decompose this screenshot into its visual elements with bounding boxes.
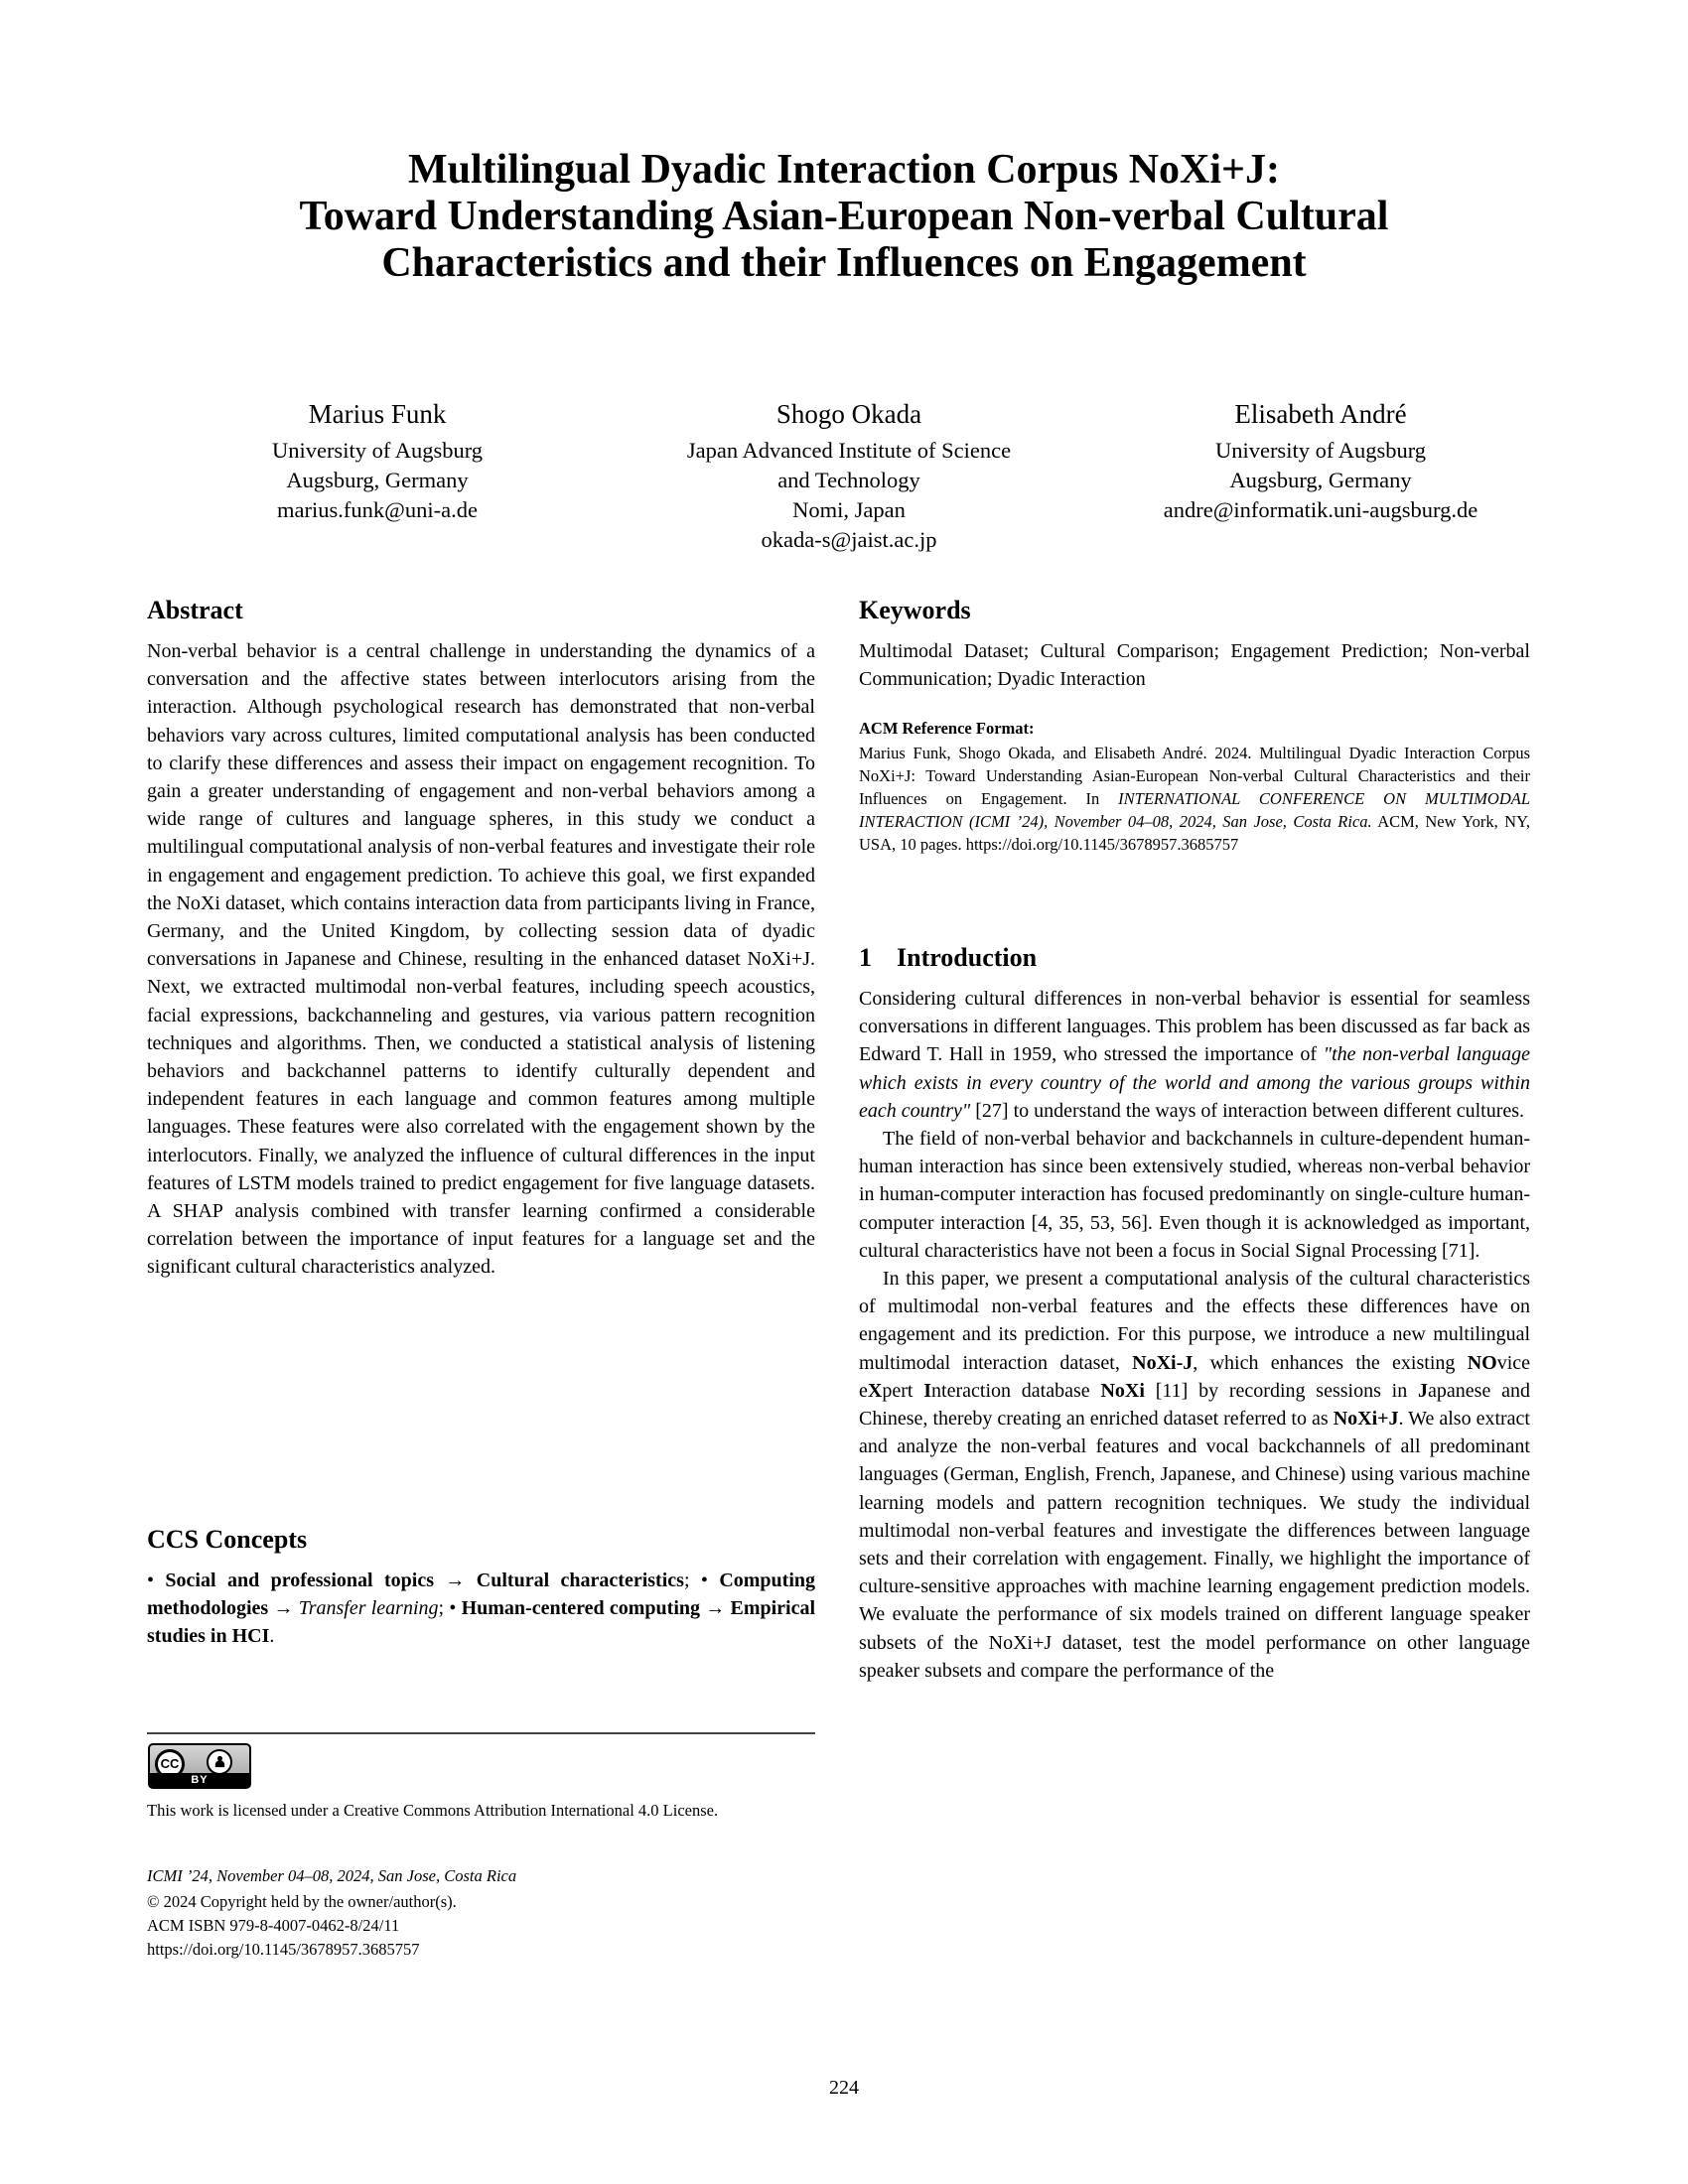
keywords-section — [859, 596, 1530, 693]
author-location: Augsburg, Germany — [286, 468, 469, 492]
footnote-divider — [147, 1732, 815, 1734]
acm-reference-section — [859, 717, 1530, 856]
license-text: This work is licensed under a Creative Commons Attribution International 4.0 License. — [147, 1801, 719, 1820]
author-location: Augsburg, Germany — [1229, 468, 1412, 492]
isbn-line: ACM ISBN 979-8-4007-0462-8/24/11 — [147, 1916, 400, 1935]
author-name: Shogo Okada — [775, 399, 922, 429]
author-email: okada-s@jaist.ac.jp — [761, 527, 937, 552]
abstract-section — [147, 596, 815, 1282]
intro-paragraph-2: The field of non-verbal behavior and backchannels in culture-dependent human-human interaction has since been extensively studied, whereas non-verbal behavior in human-computer interaction has focused predominantly on single-culture human-computer interaction [4, 35, 53, 56]. Even though it is acknowledged as important, cultural characteristics have not been a focus in Social Signal Processing [71]. — [859, 1128, 1530, 1262]
page-number: 224 — [829, 2077, 859, 2099]
author-email: andre@informatik.uni-augsburg.de — [1163, 497, 1478, 522]
introduction-section — [859, 943, 1530, 1685]
author-name: Marius Funk — [308, 399, 447, 429]
abstract-heading: Abstract — [147, 596, 243, 624]
abstract-text: Non-verbal behavior is a central challenge in understanding the dynamics of a conversation and the affective states between interlocutors arising from the interaction. Although psychological research has demonstrated that non-verbal behaviors vary across cultures, limited computational analysis has been conducted to clarify these differences and assess their impact on engagement recognition. To gain a greater understanding of engagement and non-verbal behaviors among a wide range of cultures and language spheres, in this study we conduct a multilingual computational analysis of non-verbal features and investigate their role in engagement and engagement prediction. To achieve this goal, we first expanded the NoXi dataset, which contains interaction data from participants living in France, Germany, and the United Kingdom, by collecting session data of dyadic conversations in Japanese and Chinese, resulting in the enhanced dataset NoXi+J. Next, we extracted multimodal non-verbal features, including speech acoustics, facial expressions, backchanneling and gestures, via various pattern recognition techniques and algorithms. Then, we conducted a statistical analysis of listening behaviors and backchannel patterns to identify culturally dependent and independent features in each language and common features among multiple languages. These features were also correlated with the engagement shown by the interlocutors. Finally, we analyzed the influence of cultural differences in the input features of LSTM models trained to predict engagement for five language datasets. A SHAP analysis combined with transfer learning confirmed a considerable correlation between the importance of input features for a language set and the significant cultural characteristics analyzed. — [147, 640, 815, 1279]
acm-reference-text: Marius Funk, Shogo Okada, and Elisabeth André. 2024. Multilingual Dyadic Interaction Corpus NoXi+J: Toward Understanding Asian-European Non-verbal Cultural Characteristics and their Influences on Engagement. In INTERNATIONAL CONFERENCE ON MULTIMODAL INTERACTION (ICMI ’24), November 04–08, 2024, San Jose, Costa Rica. ACM, New York, NY, USA, 10 pages. https://doi.org/10.1145/3678957.3685757 — [859, 744, 1530, 854]
introduction-heading — [859, 943, 1530, 973]
keywords-heading: Keywords — [859, 596, 971, 624]
ccs-heading: CCS Concepts — [147, 1525, 308, 1554]
ccs-text: • Social and professional topics → Cultural characteristics; • Computing methodologies → Transfer learning; • Human-centered computing → Empirical studies in HCI. — [147, 1570, 816, 1648]
keywords-text: Multimodal Dataset; Cultural Comparison; Engagement Prediction; Non-verbal Communication; Dyadic Interaction — [859, 640, 1530, 691]
acm-reference-heading: ACM Reference Format: — [859, 719, 1035, 738]
cc-icon: CC — [155, 1749, 185, 1779]
paper-title-line2: Toward Understanding Asian-European Non-verbal Cultural Characteristics and their Influences on Engagement — [299, 194, 1389, 286]
cc-by-label: BY — [150, 1773, 249, 1787]
author-block — [154, 397, 601, 525]
conference-line: ICMI ’24, November 04–08, 2024, San Jose, Costa Rica — [147, 1866, 517, 1885]
author-affiliation: Japan Advanced Institute of Science — [686, 438, 1012, 463]
ccs-section — [147, 1525, 815, 1651]
intro-paragraph-1: Considering cultural differences in non-verbal behavior is essential for seamless conversations in different languages. This problem has been discussed as far back as Edward T. Hall in 1959, who stressed the importance of "the non-verbal language which exists in every country of the world and among the various groups within each country" [27] to understand the ways of interaction between different cultures. — [859, 988, 1530, 1122]
cc-by-badge[interactable] — [148, 1743, 251, 1789]
cc-badge-top — [150, 1745, 249, 1776]
section-number: 1 — [859, 943, 872, 972]
person-icon — [207, 1749, 232, 1775]
author-location: Nomi, Japan — [792, 497, 906, 522]
author-name: Elisabeth André — [1234, 399, 1407, 429]
author-email: marius.funk@uni-a.de — [277, 497, 478, 522]
copyright-line: © 2024 Copyright held by the owner/author(s). — [147, 1892, 457, 1911]
doi-link[interactable]: https://doi.org/10.1145/3678957.3685757 — [147, 1940, 420, 1959]
author-affiliation: University of Augsburg — [1214, 438, 1427, 463]
paper-title-line1: Multilingual Dyadic Interaction Corpus NoXi+J: — [408, 147, 1280, 193]
section-title: Introduction — [897, 943, 1038, 972]
author-affiliation: University of Augsburg — [271, 438, 484, 463]
author-block — [611, 397, 1087, 555]
paper-title — [169, 147, 1519, 287]
author-affiliation: and Technology — [777, 468, 920, 492]
intro-paragraph-3: In this paper, we present a computational analysis of the cultural characteristics of multimodal non-verbal features and the effects these differences have on engagement and its prediction. For this purpose, we introduce a new multilingual multimodal interaction dataset, NoXi-J, which enhances the existing NOvice eXpert Interaction database NoXi [11] by recording sessions in Japanese and Chinese, thereby creating an enriched dataset referred to as NoXi+J. We also extract and analyze the non-verbal features and vocal backchannels of all predominant languages (German, English, French, Japanese, and Chinese) using various machine learning models and pattern recognition techniques. We study the individual multimodal non-verbal features and investigate the differences between language sets and their correlation with engagement. Finally, we highlight the importance of culture-sensitive approaches with machine learning engagement prediction models. We evaluate the performance of six models trained on different language speaker subsets of the NoXi+J dataset, test the model performance on other language speaker subsets and compare the performance of the — [859, 1268, 1530, 1682]
author-block — [1077, 397, 1564, 525]
